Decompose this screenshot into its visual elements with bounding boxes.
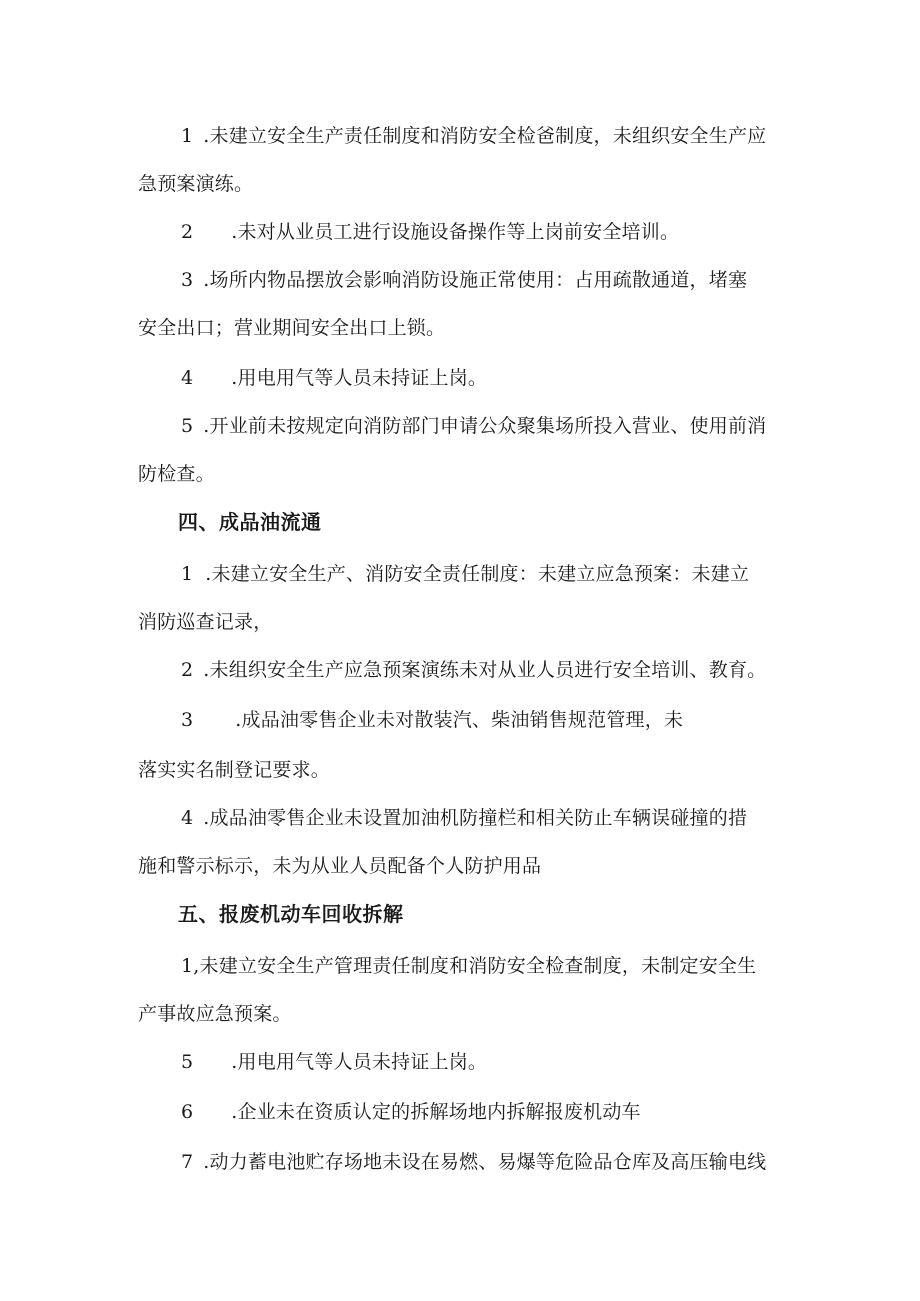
section-4-item-4-line-1 [181,806,747,830]
section-4-item-4-text: .成品油零售企业未设置加油机防撞栏和相关防止车辆误碰撞的措 [203,807,748,829]
section-4-item-1-number: 1 [181,563,194,585]
section-5-item-7-text: .动力蓄电池贮存场地未设在易燃、易爆等危险品仓库及高压输电线 [203,1151,767,1173]
item-4-line-1 [181,366,487,390]
item-5-line-2: 防检查。 [138,463,215,485]
section-4-item-3-text: .成品油零售企业未对散装汽、柴油销售规范管理，未 [235,709,684,731]
section-4-item-3-line-1 [181,708,683,732]
section-5-item-5-line-1 [181,1050,487,1074]
item-1-line-1 [181,124,766,148]
section-4-item-1-line-1 [181,562,749,586]
item-2-line-1 [181,220,679,244]
section-5-item-6-line-1 [181,1100,641,1124]
item-1-text: .未建立安全生产责任制度和消防安全检爸制度，未组织安全生产应 [203,125,767,147]
section-4-item-1-line-2: 消防巡查记录， [138,611,273,633]
section-5-item-6-number: 6 [181,1101,194,1123]
section-5-heading: 五、报废机动车回收拆解 [178,902,404,926]
section-4-item-4-number: 4 [181,807,194,829]
section-4-item-3-number: 3 [181,709,194,731]
item-3-number: 3 [181,269,194,291]
section-5-item-1-line-2: 产事故应急预案。 [138,1003,292,1025]
section-4-heading: 四、成品油流通 [178,510,322,534]
section-4-item-1-text: .未建立安全生产、消防安全责任制度：未建立应急预案：未建立 [205,563,750,585]
section-5-item-7-line-1 [181,1150,766,1174]
item-5-number: 5 [181,415,194,437]
section-4-item-3-line-2: 落实实名制登记要求。 [138,759,331,781]
item-4-text: .用电用气等人员未持证上岗。 [231,367,488,389]
section-4-item-2-text: .未组织安全生产应急预案演练未对从业人员进行安全培训、教育。 [203,659,767,681]
section-5-item-5-text: .用电用气等人员未持证上岗。 [231,1051,488,1073]
item-5-text: .开业前未按规定向消防部门申请公众聚集场所投入营业、使用前消 [203,415,767,437]
section-5-item-7-number: 7 [181,1151,194,1173]
item-5-line-1 [181,414,766,438]
item-3-text: .场所内物品摆放会影响消防设施正常使用：占用疏散通道，堵塞 [203,269,748,291]
item-2-text: .未对从业员工进行设施设备操作等上岗前安全培训。 [231,221,680,243]
item-1-line-2: 急预案演练。 [138,173,254,195]
section-4-item-4-line-2: 施和警示标示，未为从业人员配备个人防护用品 [138,855,542,877]
item-2-number: 2 [181,221,194,243]
item-1-number: 1 [181,125,194,147]
item-3-line-1 [181,268,747,292]
section-5-item-1-line-1: 1,未建立安全生产管理责任制度和消防安全检查制度，未制定安全生 [181,955,757,977]
section-5-item-6-text: .企业未在资质认定的拆解场地内拆解报废机动车 [231,1101,641,1123]
item-4-number: 4 [181,367,194,389]
item-3-line-2: 安全出口；营业期间安全出口上锁。 [138,317,446,339]
section-4-item-2-number: 2 [181,659,194,681]
section-4-item-2-line-1 [181,658,766,682]
section-5-item-5-number: 5 [181,1051,194,1073]
